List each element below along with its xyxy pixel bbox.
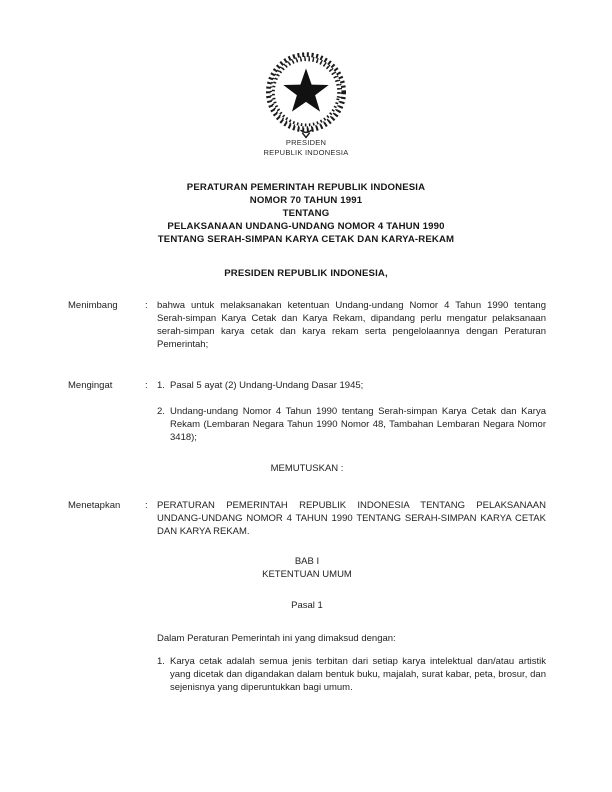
menetapkan-colon: : bbox=[145, 500, 148, 511]
menimbang-row bbox=[68, 299, 546, 351]
chapter-heading-block bbox=[68, 555, 546, 581]
star-wreath-emblem-icon bbox=[259, 50, 353, 142]
document-body bbox=[68, 299, 546, 694]
title-line-2: NOMOR 70 TAHUN 1991 bbox=[249, 195, 363, 206]
list-item bbox=[157, 379, 546, 392]
list-item bbox=[157, 405, 546, 444]
menetapkan-row bbox=[68, 499, 546, 538]
menimbang-text: bahwa untuk melaksanakan ketentuan Undang-undang Nomor 4 Tahun 1990 tentang Serah-simpan Karya Cetak dan Karya Rekam, dipandang perlu mengatur pelaksanaan serah-simpan karya cetak dan karya rekam serta pengelolaannya dengan Peraturan Pemerintah; bbox=[157, 300, 546, 350]
letterhead-org bbox=[0, 138, 612, 157]
regulation-title-block bbox=[0, 181, 612, 246]
article-heading: Pasal 1 bbox=[291, 600, 323, 611]
menetapkan-text: PERATURAN PEMERINTAH REPUBLIK INDONESIA TENTANG PELAKSANAAN UNDANG-UNDANG NOMOR 4 TAHUN 1990 TENTANG SERAH-SIMPAN KARYA CETAK DAN KARYA REKAM. bbox=[157, 500, 546, 537]
mengingat-items bbox=[157, 379, 546, 444]
mengingat-label: Mengingat bbox=[68, 380, 113, 391]
list-item-number: 1. bbox=[157, 380, 165, 391]
list-item bbox=[157, 655, 546, 694]
preamble-heading: PRESIDEN REPUBLIK INDONESIA, bbox=[224, 268, 388, 279]
title-line-1: PERATURAN PEMERINTAH REPUBLIK INDONESIA bbox=[186, 182, 426, 193]
letterhead-line-republik: REPUBLIK INDONESIA bbox=[263, 147, 349, 157]
title-line-3: TENTANG bbox=[282, 208, 330, 219]
list-item-text: Karya cetak adalah semua jenis terbitan dari setiap karya intelektual dan/atau artistik yang dicetak dan digandakan dalam bentuk buku, majalah, surat kabar, peta, brosur, dan sejenisnya yang diperuntukkan bagi umum. bbox=[170, 656, 546, 693]
menetapkan-label: Menetapkan bbox=[68, 500, 121, 511]
list-item-number: 1. bbox=[157, 656, 165, 667]
list-item-text: Pasal 5 ayat (2) Undang-Undang Dasar 1945; bbox=[170, 380, 364, 391]
chapter-title: KETENTUAN UMUM bbox=[262, 569, 352, 580]
letterhead-line-presiden: PRESIDEN bbox=[285, 138, 327, 147]
list-item-number: 2. bbox=[157, 406, 165, 417]
mengingat-colon: : bbox=[145, 380, 148, 391]
mengingat-row bbox=[68, 379, 546, 444]
emblem-container bbox=[0, 50, 612, 147]
title-line-5: TENTANG SERAH-SIMPAN KARYA CETAK DAN KARYA-REKAM bbox=[157, 234, 455, 245]
chapter-number: BAB I bbox=[294, 556, 320, 567]
menimbang-colon: : bbox=[145, 300, 148, 311]
article-items bbox=[157, 655, 546, 694]
menimbang-label: Menimbang bbox=[68, 300, 118, 311]
list-item-text: Undang-undang Nomor 4 Tahun 1990 tentang Serah-simpan Karya Cetak dan Karya Rekam (Lembaran Negara Tahun 1990 Nomor 48, Tambahan Lembaran Negara Nomor 3418); bbox=[170, 406, 546, 443]
title-line-4: PELAKSANAAN UNDANG-UNDANG NOMOR 4 TAHUN 1990 bbox=[167, 221, 445, 232]
decision-heading: MEMUTUSKAN : bbox=[270, 463, 344, 474]
article-intro: Dalam Peraturan Pemerintah ini yang dimaksud dengan: bbox=[157, 633, 396, 644]
